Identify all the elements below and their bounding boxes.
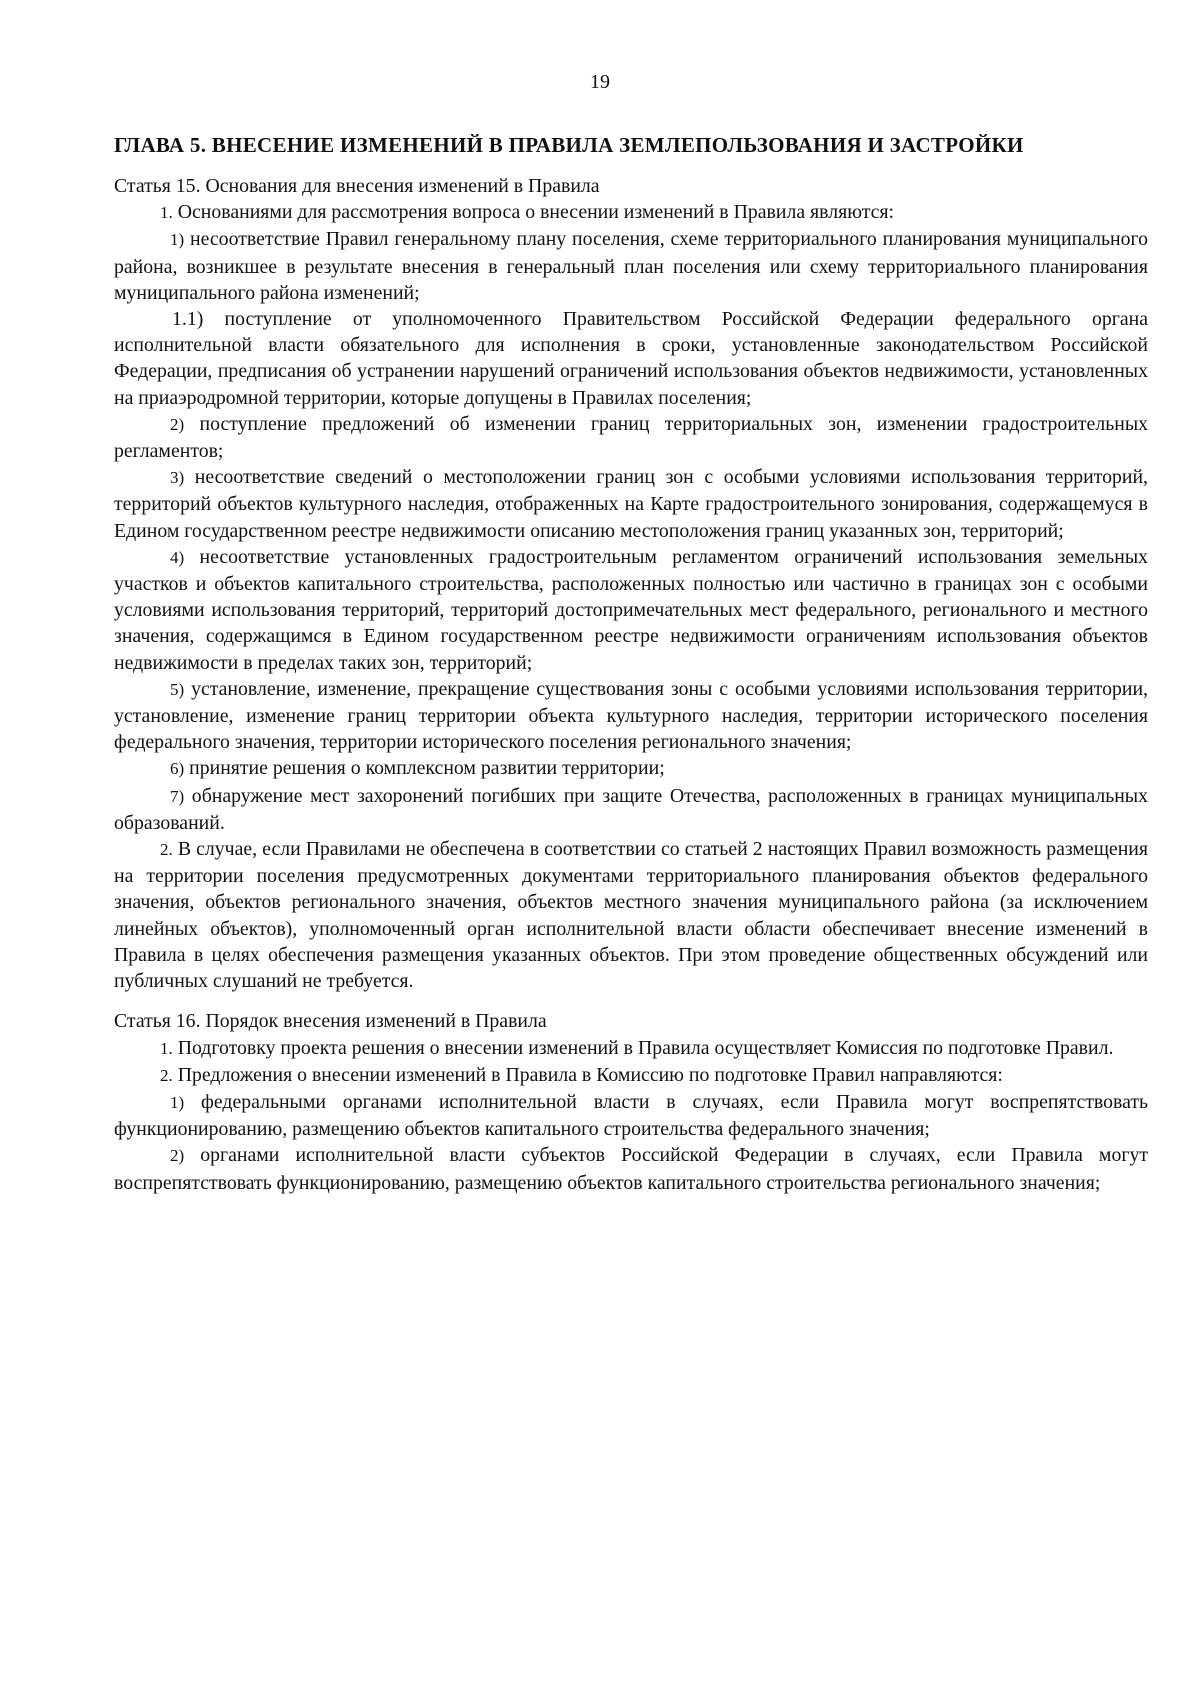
page-content (114, 132, 1148, 1196)
item-number: 1) (170, 230, 185, 250)
article-15-item-1-1 (114, 306, 1148, 411)
item-text: установление, изменение, прекращение существования зоны с особыми условиями использования территории, установление, изменение границ территории объекта культурного наследия, территории исторического поселения федерального значения, территории исторического поселения регионального значения; (114, 677, 1148, 754)
article-16-paragraph-2 (114, 1062, 1148, 1089)
article-15-item-1 (114, 226, 1148, 306)
paragraph-text: Подготовку проекта решения о внесении изменений в Правила осуществляет Комиссия по подготовке Правил. (177, 1036, 1114, 1059)
article-15-item-5 (114, 676, 1148, 756)
article-15-item-4 (114, 544, 1148, 676)
item-number: 1.1) (172, 308, 204, 331)
item-number: 3) (170, 468, 185, 488)
paragraph-number: 1. (160, 1038, 173, 1058)
article-15-paragraph-2 (114, 836, 1148, 994)
paragraph-number: 1. (160, 203, 173, 223)
paragraph-text: Основаниями для рассмотрения вопроса о внесении изменений в Правила являются: (177, 201, 894, 224)
chapter-title: ГЛАВА 5. ВНЕСЕНИЕ ИЗМЕНЕНИЙ В ПРАВИЛА ЗЕМЛЕПОЛЬЗОВАНИЯ И ЗАСТРОЙКИ (114, 133, 1024, 157)
article-15-item-6 (114, 755, 1148, 782)
item-text: несоответствие сведений о местоположении границ зон с особыми условиями использования территорий, территорий объектов культурного наследия, отображенных на Карте градостроительного зонирования, содержащемуся в Едином государственном реестре недвижимости описанию местоположения границ указанных зон, территорий; (114, 466, 1148, 542)
paragraph-number: 2. (160, 1065, 173, 1085)
item-text: несоответствие Правил генеральному плану поселения, схеме территориального планирования муниципального района, возникшее в результате внесения в генеральный план поселения или схему территориального планирования муниципального района изменений; (114, 228, 1148, 304)
item-number: 4) (170, 547, 185, 567)
item-number: 1) (170, 1092, 185, 1112)
article-15-title: Статья 15. Основания для внесения изменений в Правила (114, 175, 600, 197)
article-15-paragraph-1 (114, 199, 1148, 226)
article-15-item-3 (114, 464, 1148, 544)
article-16-item-2 (114, 1142, 1148, 1195)
paragraph-number: 2. (160, 840, 173, 860)
item-number: 7) (170, 786, 185, 806)
article-16-title: Статья 16. Порядок внесения изменений в Правила (114, 1010, 547, 1033)
item-text: принятие решения о комплексном развитии территории; (189, 757, 665, 780)
article-15-item-7 (114, 783, 1148, 836)
paragraph-text: В случае, если Правилами не обеспечена в соответствии со статьей 2 настоящих Правил возможность размещения на территории поселения предусмотренных документами территориального планирования объектов федерального значения, объектов регионального значения, объектов местного значения муниципального района (за исключением линейных объектов), уполномоченный орган исполнительной власти области обеспечивает внесение изменений в Правила в целях обеспечения размещения указанных объектов. При этом проведение общественных обсуждений или публичных слушаний не требуется. (114, 838, 1148, 993)
item-number: 6) (170, 759, 185, 779)
item-number: 5) (170, 679, 185, 699)
article-16-item-1 (114, 1089, 1148, 1142)
article-15-item-2 (114, 411, 1148, 464)
item-text: федеральными органами исполнительной власти в случаях, если Правила могут воспрепятствовать функционированию, размещению объектов капитального строительства федерального значения; (114, 1090, 1148, 1141)
item-text: несоответствие установленных градостроительным регламентом ограничений использования земельных участков и объектов капитального строительства, расположенных полностью или частично в границах зон с особыми условиями использования территорий, территорий достопримечательных мест федерального, регионального и местного значения, содержащимся в Едином государственном реестре недвижимости ограничениям использования объектов недвижимости в пределах таких зон, территорий; (114, 545, 1148, 674)
article-16-paragraph-1 (114, 1035, 1148, 1062)
page-number: 19 (590, 71, 610, 93)
item-text: органами исполнительной власти субъектов Российской Федерации в случаях, если Правила могут воспрепятствовать функционированию, размещению объектов капитального строительства регионального значения; (114, 1144, 1148, 1194)
item-text: поступление предложений об изменении границ территориальных зон, изменении градостроительных регламентов; (114, 412, 1148, 463)
item-text: обнаружение мест захоронений погибших при защите Отечества, расположенных в границах муниципальных образований. (114, 784, 1148, 834)
item-number: 2) (170, 1146, 185, 1166)
item-number: 2) (170, 414, 185, 434)
paragraph-text: Предложения о внесении изменений в Правила в Комиссию по подготовке Правил направляются: (177, 1063, 1003, 1086)
item-text: поступление от уполномоченного Правительством Российской Федерации федерального органа исполнительной власти обязательного для исполнения в сроки, установленные законодательством Российской Федерации, предписания об устранении нарушений ограничений использования объектов недвижимости, установленных на приаэродромной территории, которые допущены в Правилах поселения; (114, 308, 1148, 409)
